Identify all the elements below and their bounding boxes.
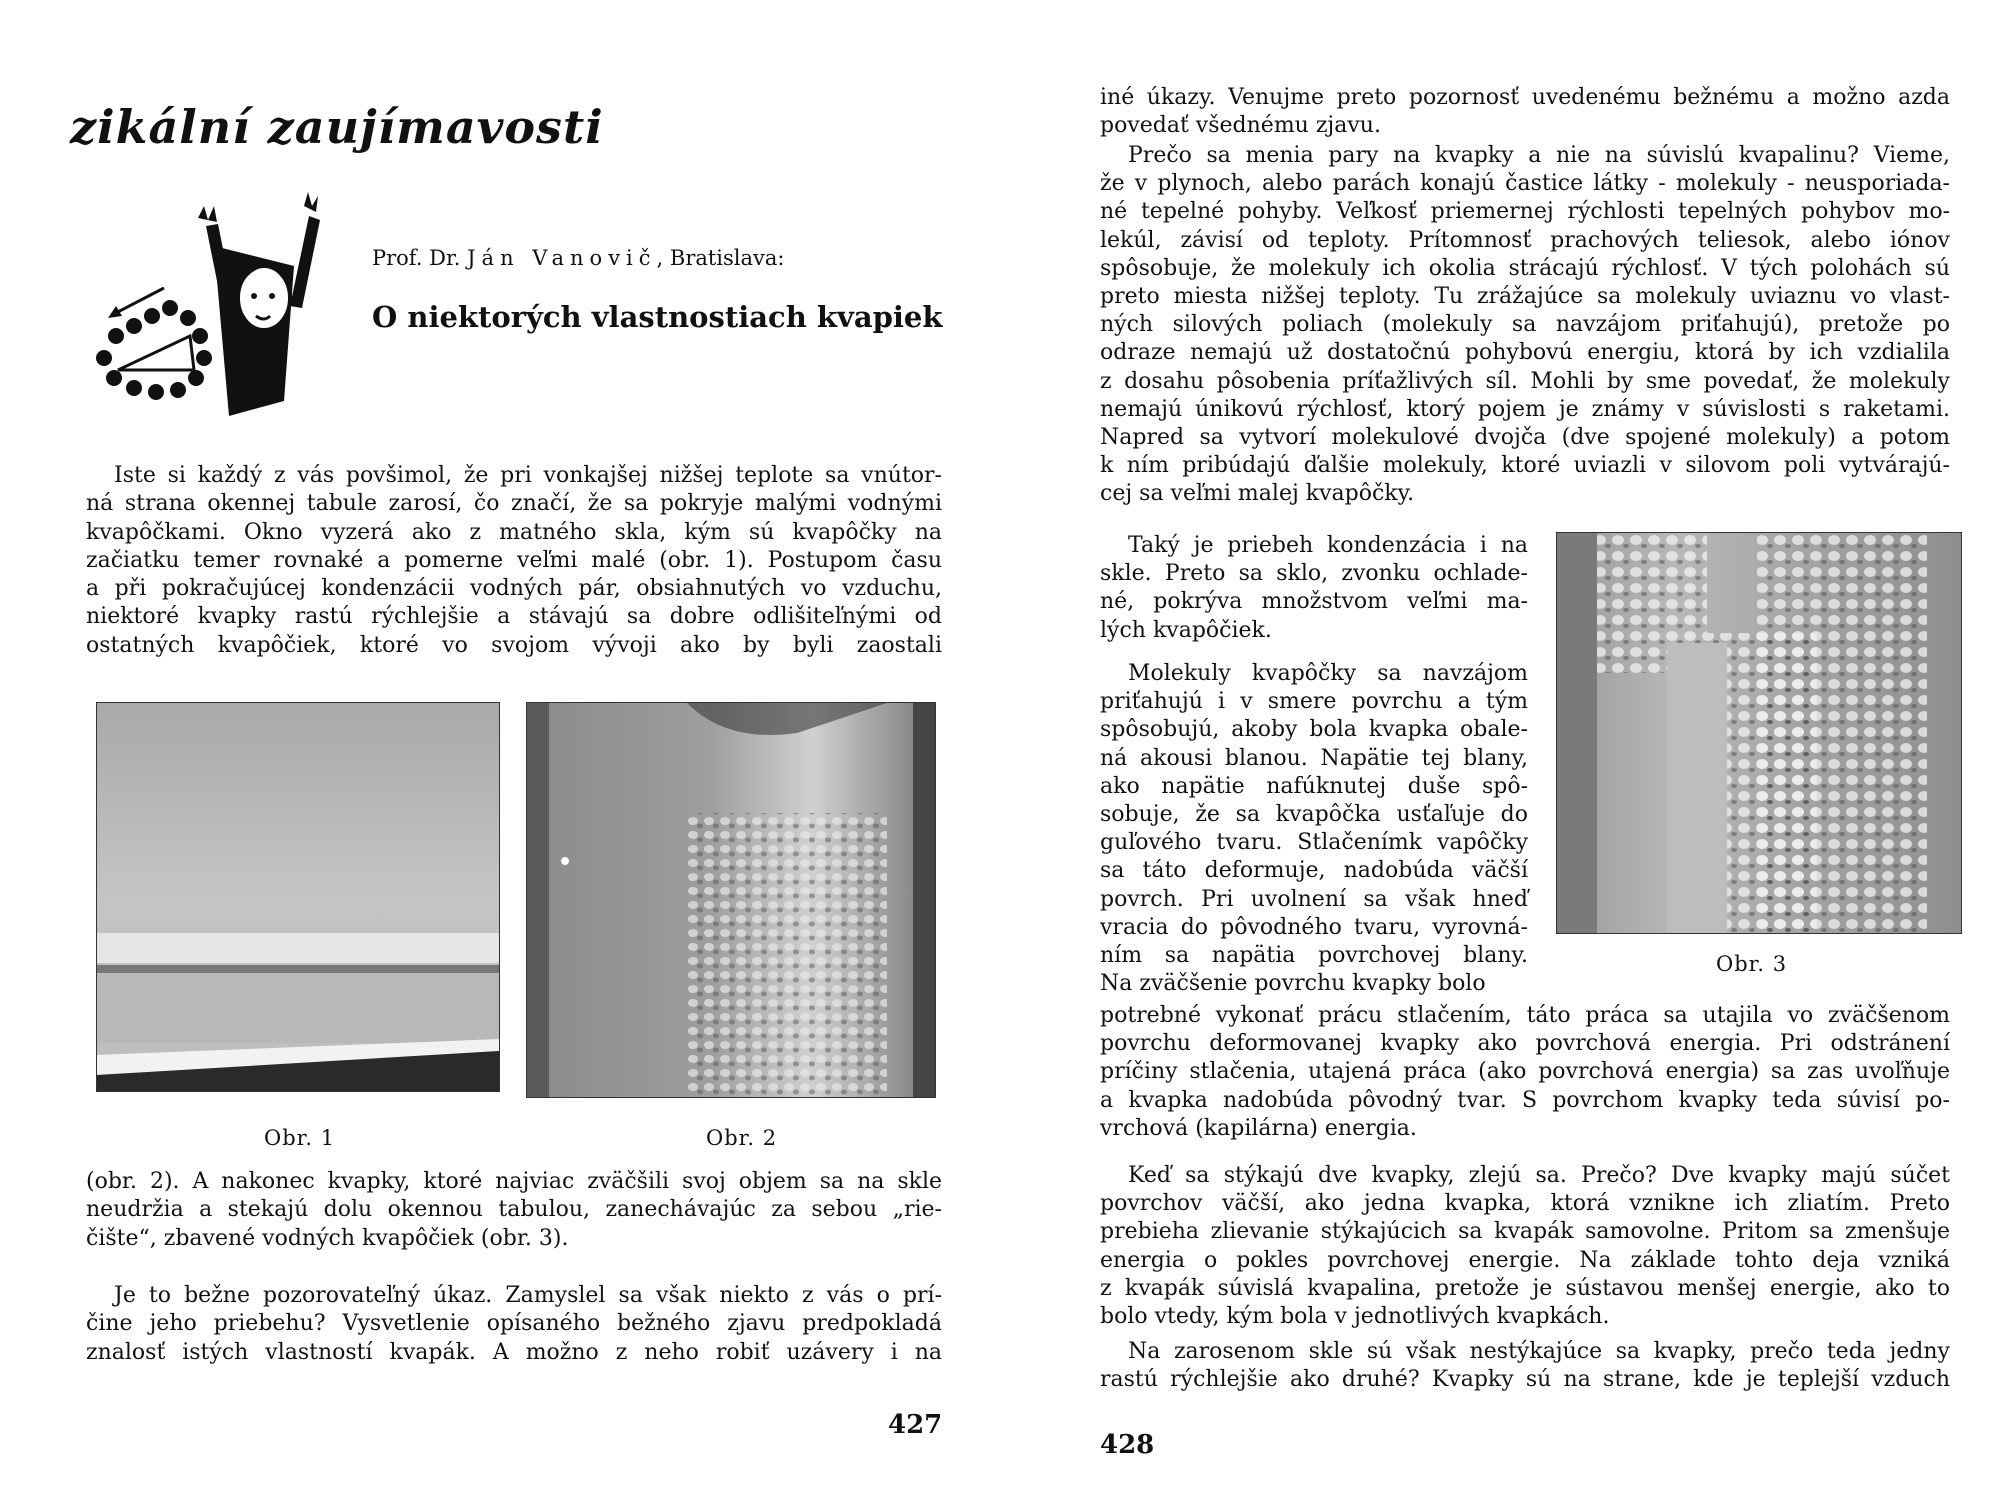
paragraph-continuation [1100,84,1950,140]
text-line: ných silových poliach (molekuly sa navzájom priťahujú), pretože po [1100,312,1950,338]
paragraph-intro [86,462,942,660]
figure-1-photo [96,702,500,1092]
text-line: vrchová (kapilárna) energia. [1100,1115,1417,1141]
paragraph-surface-energy [1100,1002,1950,1143]
text-line: Na zväčšenie povrchu kvapky bolo [1100,971,1486,997]
paragraph-merging [1100,1162,1950,1331]
author-prefix: Prof. Dr. [372,246,461,270]
left-page [0,0,1000,1501]
text-line: Je to bežne pozorovateľný úkaz. Zamyslel sa však niekto z vás o prí- [114,1283,942,1308]
text-line: čište“, zbavené vodných kvapôčiek (obr. 3). [86,1225,569,1251]
text-line: bolo vtedy, kým bola v jednotlivých kvapkách. [1100,1304,1610,1330]
text-line: ním sa napätia povrchovej blany. [1100,943,1528,969]
text-line: prebieha zlievanie stýkajúcich sa kvapák samovolne. Pritom sa zmenšuje [1100,1219,1950,1245]
text-line: (obr. 2). A nakonec kvapky, ktoré najviac zväčšili svoj objem sa na skle [86,1169,942,1194]
figure-3-photo [1556,532,1962,934]
text-line: príčiny stlačenia, utajená práca (ako povrchová energia) sa zas uvoľňuje [1100,1059,1950,1085]
text-line: Na zarosenom skle sú však nestýkajúce sa kvapky, prečo teda jedny [1128,1339,1950,1364]
text-line: sa táto deformuje, nadobúda väčší [1100,858,1528,884]
text-line: ako napätie nafúknutej duše spô- [1100,773,1528,799]
figure-3-caption: Obr. 3 [1716,952,1788,976]
text-line: energia o pokles povrchovej energie. Na základe tohto deja vzniká [1100,1247,1950,1273]
paragraph-condensation [1100,532,1528,645]
text-line: kvapôčkami. Okno vyzerá ako z matného skla, kým sú kvapôčky na [86,519,942,545]
text-line: niektoré kvapky rastú rýchlejšie a stávajú sa dobre odlišiteľnými od [86,604,942,630]
text-line: potrebné vykonať prácu stlačením, táto práca sa utajila vo zväčšenom [1100,1003,1950,1028]
text-line: lekúl, závisí od teploty. Prítomnosť prachových teliesok, alebo iónov [1100,227,1950,253]
paragraph-question [86,1282,942,1367]
text-line: neudržia a stekajú dolu okennou tabulou, zanechávajúc za sebou „rie- [86,1197,942,1223]
text-line: znalosť istých vlastností kvapák. A možno z neho robiť uzávery i na [86,1339,942,1365]
text-line: ostatných kvapôčiek, ktoré vo svojom vývoji ako by byli zaostali [86,632,942,658]
page-number-right: 428 [1100,1430,1155,1460]
text-line: ná akousi blanou. Napätie tej blany, [1100,745,1528,771]
text-line: k ním pribúdajú ďalšie molekuly, ktoré uviazli v silovom poli vytvárajú- [1100,453,1950,479]
text-line: ná strana okennej tabule zarosí, čo značí, že sa pokryje malými vodnými [86,491,942,517]
text-line: Molekuly kvapôčky sa navzájom [1128,661,1528,686]
physics-logo-illustration [94,186,330,426]
text-line: rastú rýchlejšie ako druhé? Kvapky sú na strane, kde je teplejší vzduch [1100,1367,1950,1393]
paragraph-growth [1100,1338,1950,1394]
text-line: sobuje, že sa kvapôčka usťaľuje do [1100,802,1528,828]
text-line: iné úkazy. Venujme preto pozornosť uvedenému bežnému a možno azda [1100,85,1950,110]
text-line: spôsobujú, akoby bola kvapka obale- [1100,717,1528,743]
text-line: odraze nemajú už dostatočnú pohybovú energiu, ktorá by ich vzdialila [1100,340,1950,366]
text-line: Iste si každý z vás povšimol, že pri vonkajšej nižšej teplote sa vnútor- [114,463,942,488]
text-line: spôsobuje, že molekuly ich okolia strácajú rýchlosť. V tých polohách sú [1100,255,1950,281]
text-line: z kvapák súvislá kvapalina, pretože je sústavou menšej energie, ako to [1100,1275,1950,1301]
text-line: z dosahu pôsobenia príťažlivých síl. Mohli by sme povedať, že molekuly [1100,368,1950,394]
paragraph-runoff [86,1168,942,1253]
page-number-left: 427 [888,1410,943,1440]
text-line: že v plynoch, alebo parách konajú častice látky - molekuly - neusporiada- [1100,171,1950,197]
text-line: né, pokrýva množstvom veľmi ma- [1100,589,1528,615]
text-line: Prečo sa menia pary na kvapky a nie na súvislú kvapalinu? Vieme, [1128,143,1950,168]
text-line: lých kvapôčiek. [1100,617,1272,643]
text-line: nemajú únikovú rýchlosť, ktorý pojem je známy v súvislosti s raketami. [1100,396,1950,422]
text-line: né tepelné pohyby. Veľkosť priemernej rýchlosti tepelných pohybov mo- [1100,199,1950,225]
text-line: skle. Preto sa sklo, zvonku ochlade- [1100,561,1528,587]
text-line: povedať všednému zjavu. [1100,113,1381,139]
text-line: preto miesta nižšej teploty. Tu zrážajúce sa molekuly uviaznu vo vlast- [1100,284,1950,310]
text-line: začiatku temer rovnaké a pomerne veľmi malé (obr. 1). Postupom času [86,547,942,573]
article-title: O niektorých vlastnostiach kvapiek [372,300,943,334]
running-head: zikální zaujímavosti [70,100,604,154]
figure-2-photo [526,702,936,1098]
text-line: Taký je priebeh kondenzácia i na [1128,533,1528,558]
author-line [372,246,785,270]
text-line: Napred sa vytvorí molekulové dvojča (dve spojené molekuly) a potom [1100,425,1950,451]
text-line: povrchu deformovanej kvapky ako povrchová energia. Pri odstránení [1100,1031,1950,1057]
text-line: guľového tvaru. Stlačenímk vapôčky [1100,830,1528,856]
text-line: Keď sa stýkajú dve kvapky, zlejú sa. Prečo? Dve kvapky majú súčet [1128,1163,1950,1188]
text-line: a kvapka nadobúda pôvodný tvar. S povrchom kvapky teda súvisí po- [1100,1087,1950,1113]
text-line: priťahujú i v smere povrchu a tým [1100,689,1528,715]
right-page [1004,0,2008,1501]
author-location: , Bratislava: [656,246,785,270]
text-line: cej sa veľmi malej kvapôčky. [1100,481,1415,507]
text-line: povrch. Pri uvolnení sa však hneď [1100,886,1528,912]
text-line: povrchov väčší, ako jedna kvapka, ktorá vznikne ich zliatím. Preto [1100,1191,1950,1217]
text-line: a při pokračujúcej kondenzácii vodných pár, obsiahnutých vo vzduchu, [86,576,942,602]
figure-1-caption: Obr. 1 [264,1126,336,1150]
author-name: Ján Vanovič [467,246,657,270]
paragraph-surface-tension [1100,660,1528,998]
figure-2-caption: Obr. 2 [706,1126,778,1150]
text-line: čine jeho priebehu? Vysvetlenie opísaného bežného zjavu predpokladá [86,1311,942,1337]
text-line: vracia do pôvodného tvaru, vyrovná- [1100,914,1528,940]
paragraph-why-drops [1100,142,1950,509]
